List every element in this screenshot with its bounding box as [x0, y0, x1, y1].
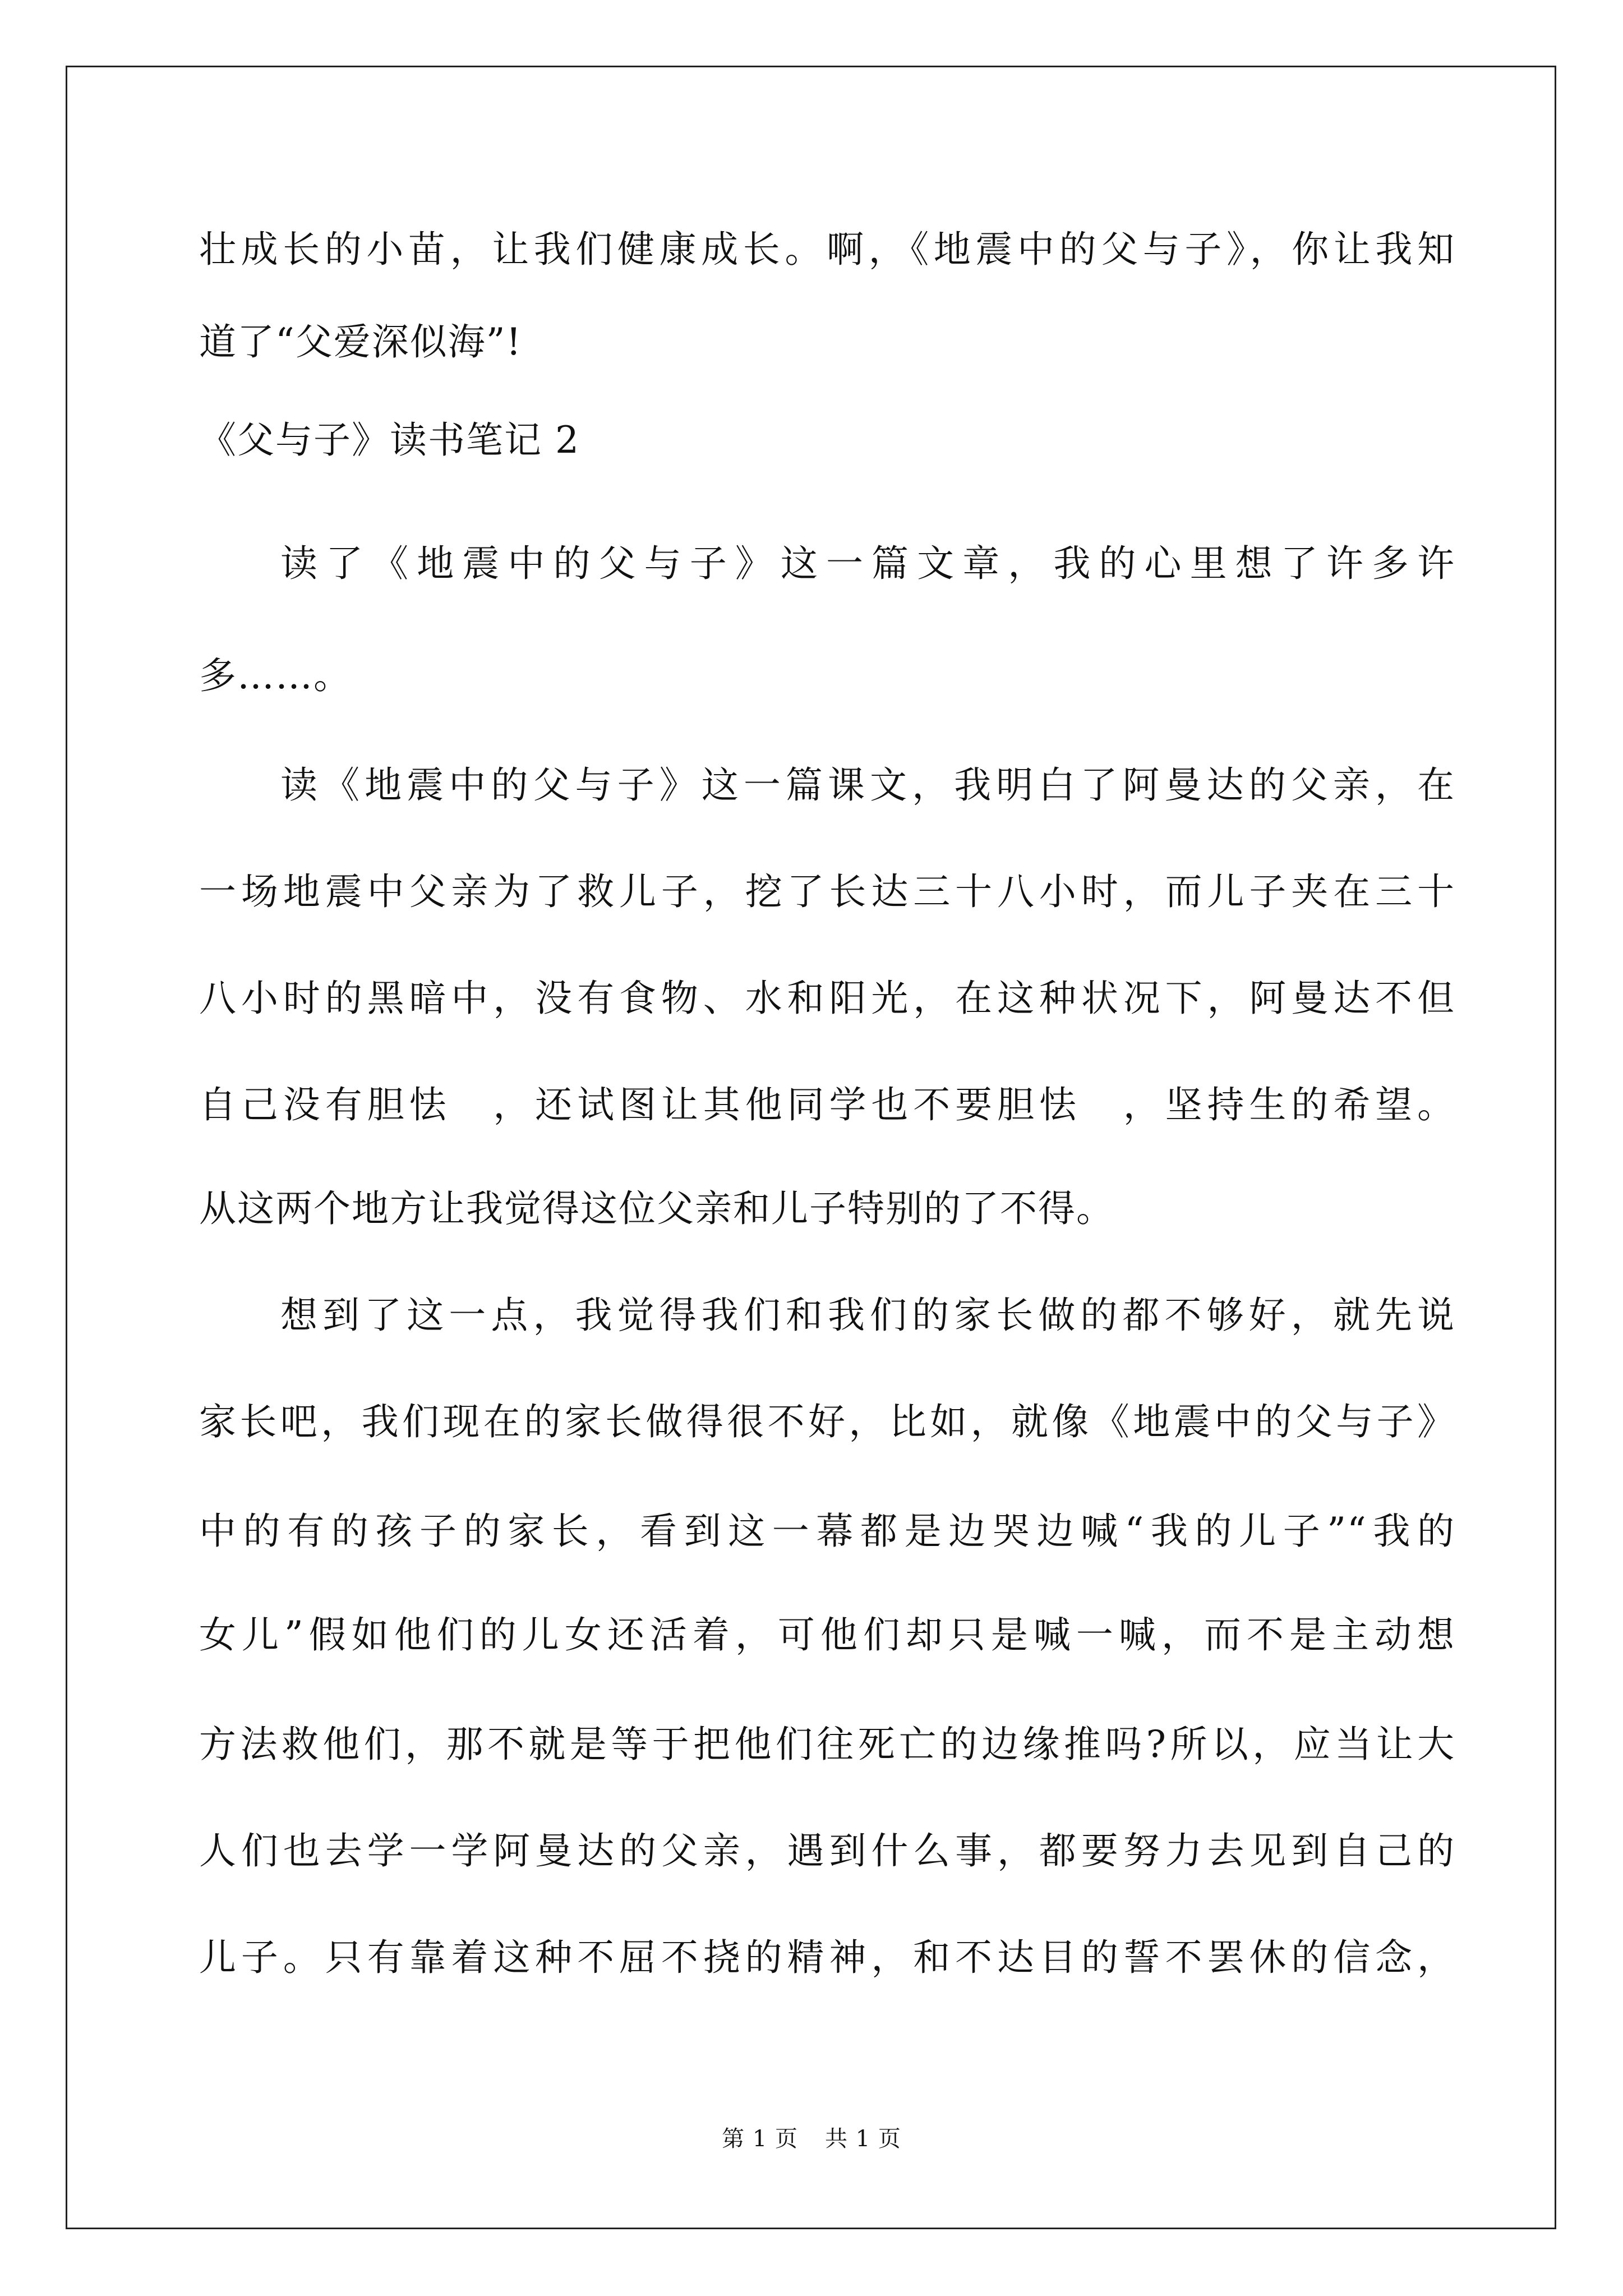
- body-text-line: 中的有的孩子的家长，看到这一幕都是边哭边喊“我的儿子”“我的: [199, 1510, 1455, 1553]
- body-text-line: 自己没有胆怯 ，还试图让其他同学也不要胆怯 ，坚持生的希望。: [199, 1083, 1455, 1126]
- body-text-line: 女儿”假如他们的儿女还活着，可他们却只是喊一喊，而不是主动想: [199, 1613, 1455, 1657]
- page-footer: [0, 2125, 1623, 2153]
- body-text-line: 儿子。只有靠着这种不屈不挠的精神，和不达目的誓不罢休的信念，: [199, 1936, 1455, 1979]
- section-heading: 《父与子》读书笔记 2: [199, 418, 580, 462]
- body-text-line: 八小时的黑暗中，没有食物、水和阳光，在这种状况下，阿曼达不但: [199, 977, 1455, 1020]
- body-text-line: 多……。: [199, 654, 352, 697]
- paragraph-first-line: 读《地震中的父与子》这一篇课文，我明白了阿曼达的父亲，在: [280, 763, 1455, 807]
- page-total: 共 1 页: [825, 2126, 901, 2152]
- body-text-line: 方法救他们，那不就是等于把他们往死亡的边缘推吗?所以，应当让大: [199, 1723, 1455, 1766]
- page-border: [66, 66, 1556, 2229]
- paragraph-first-line: 想到了这一点，我觉得我们和我们的家长做的都不够好，就先说: [280, 1294, 1455, 1337]
- body-text-line: 从这两个地方让我觉得这位父亲和儿子特别的了不得。: [199, 1187, 1114, 1230]
- body-text-line: 壮成长的小苗，让我们健康成长。啊，《地震中的父与子》，你让我知: [199, 228, 1455, 271]
- body-text-line: 人们也去学一学阿曼达的父亲，遇到什么事，都要努力去见到自己的: [199, 1829, 1455, 1872]
- body-text-line: 家长吧，我们现在的家长做得很不好，比如，就像《地震中的父与子》: [199, 1400, 1455, 1443]
- paragraph-first-line: 读了《地震中的父与子》这一篇文章，我的心里想了许多许: [280, 542, 1455, 585]
- body-text-line: 道了“父爱深似海”!: [199, 320, 523, 364]
- page-number: 第 1 页: [722, 2126, 798, 2152]
- body-text-line: 一场地震中父亲为了救儿子，挖了长达三十八小时，而儿子夹在三十: [199, 870, 1455, 913]
